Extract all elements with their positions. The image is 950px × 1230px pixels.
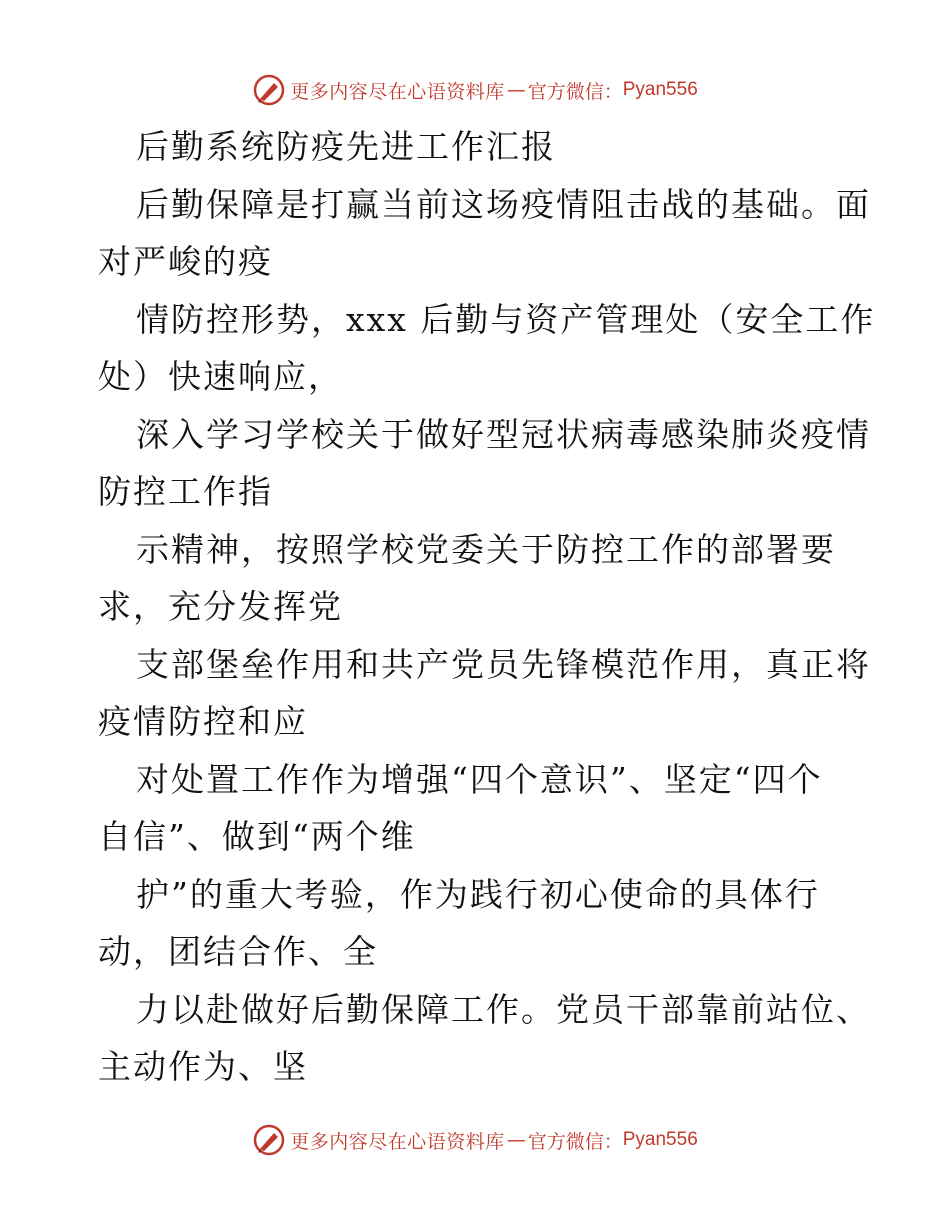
paragraph-line: 疫情防控和应 — [98, 702, 308, 741]
paragraph-line: 动，团结合作、全 — [98, 932, 378, 971]
paragraph-line: 对严峻的疫 — [98, 242, 273, 281]
banner-separator: — — [506, 1129, 526, 1151]
paragraph-line: 力以赴做好后勤保障工作。党员干部靠前站位、 — [136, 989, 871, 1029]
banner-separator: — — [506, 79, 526, 101]
paragraph-line: 深入学习学校关于做好型冠状病毒感染肺炎疫情 — [136, 414, 871, 454]
footer-banner — [0, 1120, 950, 1160]
paragraph-line: 主动作为、坚 — [98, 1047, 308, 1086]
document-title: 后勤系统防疫先进工作汇报 — [136, 127, 556, 166]
paragraph-line: 处）快速响应， — [98, 357, 343, 396]
pen-logo-icon — [252, 73, 286, 107]
header-banner — [0, 70, 950, 110]
paragraph-line: 支部堡垒作用和共产党员先锋模范作用，真正将 — [136, 644, 871, 684]
banner-site-text: 更多内容尽在心语资料库 — [290, 1130, 505, 1153]
banner-wechat-label: 官方微信： — [527, 80, 623, 103]
paragraph-line: 自信”、做到“两个维 — [98, 817, 416, 856]
banner-wechat-label: 官方微信： — [527, 1130, 623, 1153]
paragraph-line: 防控工作指 — [98, 472, 273, 511]
banner-wechat-id: Pyan556 — [622, 79, 698, 100]
paragraph-line: 示精神，按照学校党委关于防控工作的部署要 — [136, 529, 836, 569]
paragraph-line: 护”的重大考验，作为践行初心使命的具体行 — [136, 874, 820, 914]
banner-site-text: 更多内容尽在心语资料库 — [290, 80, 505, 103]
paragraph-line: 后勤保障是打赢当前这场疫情阻击战的基础。面 — [136, 184, 871, 224]
pen-logo-icon — [252, 1123, 286, 1157]
paragraph-line: 对处置工作作为增强“四个意识”、坚定“四个 — [136, 759, 823, 799]
document-body — [98, 118, 876, 1096]
banner-wechat-id: Pyan556 — [622, 1129, 698, 1150]
paragraph-line: 求，充分发挥党 — [98, 587, 343, 626]
paragraph-line: 情防控形势，xxx 后勤与资产管理处（安全工作 — [136, 299, 876, 339]
